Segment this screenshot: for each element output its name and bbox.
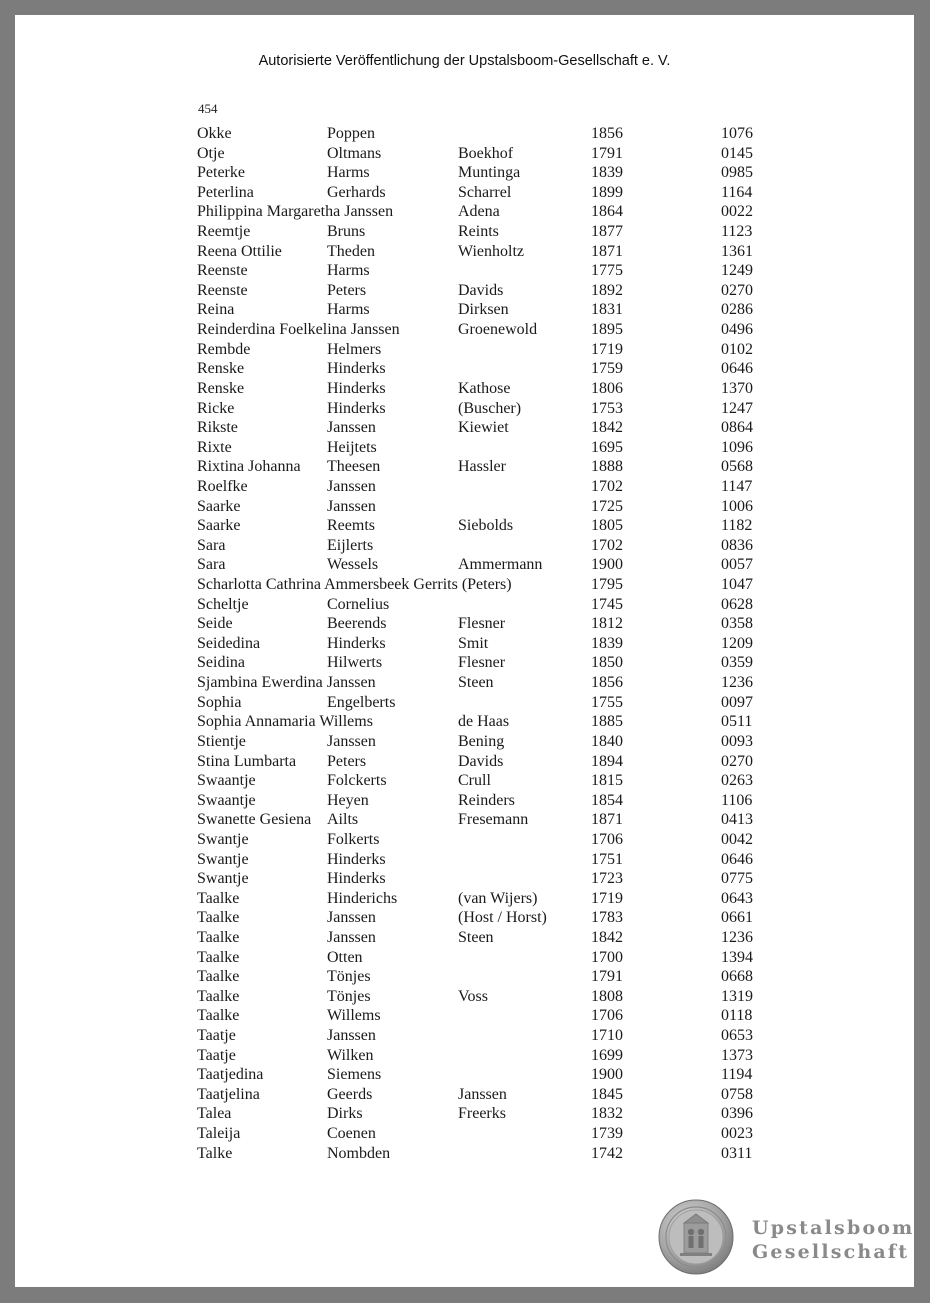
entry-record-number: 0758: [721, 1085, 753, 1103]
brand-line-1: Upstalsboom: [752, 1217, 915, 1239]
entry-first-name: Sophia Annamaria Willems: [197, 713, 373, 731]
entry-year: 1695: [591, 438, 623, 456]
entry-record-number: 1147: [721, 477, 753, 495]
entry-surname: Janssen: [327, 928, 376, 946]
register-row: [15, 693, 914, 713]
entry-year: 1719: [591, 889, 623, 907]
entry-year: 1832: [591, 1105, 623, 1123]
entry-surname: Cornelius: [327, 595, 390, 613]
entry-first-name: Rixte: [197, 438, 232, 456]
entry-surname: Helmers: [327, 340, 382, 358]
entry-surname: Janssen: [327, 1027, 376, 1045]
entry-record-number: 0118: [721, 1007, 753, 1025]
register-row: [15, 850, 914, 870]
page-number: 454: [198, 101, 218, 116]
entry-surname: Heyen: [327, 791, 369, 809]
entry-year: 1842: [591, 419, 623, 437]
register-row: [15, 516, 914, 536]
entry-record-number: 1096: [721, 438, 753, 456]
entry-record-number: 1236: [721, 928, 753, 946]
entry-record-number: 1370: [721, 379, 753, 397]
entry-surname: Dirks: [327, 1105, 363, 1123]
publication-header: Autorisierte Veröffentlichung der Upstalsboom-Gesellschaft e. V.: [258, 53, 671, 69]
entry-married-name: Freerks: [458, 1105, 506, 1123]
entry-first-name: Taalke: [197, 987, 240, 1005]
entry-record-number: 0145: [721, 144, 753, 162]
entry-married-name: Davids: [458, 281, 504, 299]
register-row: [15, 908, 914, 928]
register-row: [15, 359, 914, 379]
entry-year: 1755: [591, 693, 623, 711]
entry-year: 1864: [591, 203, 623, 221]
entry-record-number: 0263: [721, 772, 753, 790]
register-row: [15, 1046, 914, 1066]
entry-married-name: Crull: [458, 772, 491, 790]
register-row: [15, 830, 914, 850]
entry-first-name: Taatje: [197, 1046, 236, 1064]
entry-year: 1775: [591, 262, 623, 280]
entry-record-number: 1373: [721, 1046, 753, 1064]
entry-first-name: Reenste: [197, 281, 248, 299]
entry-record-number: 1394: [721, 948, 753, 966]
name-register-list: [15, 124, 914, 1163]
register-row: [15, 536, 914, 556]
entry-record-number: 1164: [721, 183, 753, 201]
entry-year: 1845: [591, 1085, 623, 1103]
entry-surname: Hinderks: [327, 870, 386, 888]
entry-first-name: Swantje: [197, 830, 249, 848]
register-row: [15, 399, 914, 419]
register-row: [15, 497, 914, 517]
entry-record-number: 0628: [721, 595, 753, 613]
entry-year: 1888: [591, 458, 623, 476]
register-row: [15, 732, 914, 752]
entry-first-name: Swantje: [197, 850, 249, 868]
entry-married-name: Janssen: [458, 1085, 507, 1103]
entry-record-number: 1247: [721, 399, 753, 417]
entry-surname: Tönjes: [327, 968, 371, 986]
entry-married-name: Reinders: [458, 791, 515, 809]
entry-married-name: Ammermann: [458, 556, 543, 574]
entry-record-number: 0643: [721, 889, 753, 907]
entry-record-number: 0270: [721, 281, 753, 299]
entry-year: 1808: [591, 987, 623, 1005]
entry-year: 1900: [591, 556, 623, 574]
entry-first-name: Rikste: [197, 419, 238, 437]
entry-year: 1839: [591, 634, 623, 652]
entry-record-number: 1076: [721, 125, 753, 142]
entry-year: 1892: [591, 281, 623, 299]
entry-record-number: 0022: [721, 203, 753, 221]
entry-year: 1753: [591, 399, 623, 417]
entry-record-number: 1047: [721, 576, 753, 594]
entry-year: 1831: [591, 301, 623, 319]
entry-year: 1850: [591, 654, 623, 672]
entry-first-name: Philippina Margaretha Janssen: [197, 203, 394, 221]
entry-first-name: Renske: [197, 379, 245, 397]
entry-first-name: Seidedina: [197, 634, 261, 652]
entry-surname: Harms: [327, 301, 370, 319]
entry-year: 1895: [591, 321, 623, 339]
entry-first-name: Talea: [197, 1105, 232, 1123]
entry-year: 1699: [591, 1046, 623, 1064]
entry-married-name: Davids: [458, 752, 504, 770]
entry-record-number: 1182: [721, 517, 753, 535]
register-row: [15, 1026, 914, 1046]
entry-married-name: Adena: [458, 203, 500, 221]
entry-married-name: Boekhof: [458, 144, 514, 162]
entry-first-name: Swantje: [197, 870, 249, 888]
register-row: [15, 1085, 914, 1105]
entry-first-name: Ricke: [197, 399, 235, 417]
entry-year: 1805: [591, 517, 623, 535]
entry-first-name: Taalke: [197, 968, 240, 986]
entry-married-name: Fresemann: [458, 811, 529, 829]
entry-year: 1706: [591, 1007, 623, 1025]
register-row: [15, 281, 914, 301]
entry-year: 1719: [591, 340, 623, 358]
entry-record-number: 0097: [721, 693, 753, 711]
entry-record-number: 1319: [721, 987, 753, 1005]
entry-surname: Heijtets: [327, 438, 377, 456]
entry-record-number: 0286: [721, 301, 753, 319]
entry-surname: Theden: [327, 242, 375, 260]
entry-married-name: Voss: [458, 987, 488, 1005]
entry-surname: Reemts: [327, 517, 375, 535]
entry-surname: Siemens: [327, 1066, 382, 1084]
entry-married-name: Dirksen: [458, 301, 509, 319]
entry-record-number: 0653: [721, 1027, 753, 1045]
register-row: [15, 418, 914, 438]
entry-year: 1854: [591, 791, 623, 809]
entry-surname: Janssen: [327, 477, 376, 495]
entry-record-number: 1006: [721, 497, 753, 515]
entry-married-name: Flesner: [458, 615, 506, 633]
entry-record-number: 0358: [721, 615, 753, 633]
entry-record-number: 1194: [721, 1066, 753, 1084]
document-page: [15, 15, 914, 1287]
entry-surname: Hilwerts: [327, 654, 383, 672]
entry-first-name: Taalke: [197, 889, 240, 907]
register-row: [15, 869, 914, 889]
register-row: [15, 457, 914, 477]
register-row: [15, 653, 914, 673]
entry-record-number: 0864: [721, 419, 753, 437]
entry-year: 1759: [591, 360, 623, 378]
register-row: [15, 555, 914, 575]
entry-year: 1700: [591, 948, 623, 966]
entry-first-name: Scharlotta Cathrina Ammersbeek Gerrits (Peters): [197, 576, 512, 594]
entry-married-name: Scharrel: [458, 183, 512, 201]
register-row: [15, 300, 914, 320]
entry-first-name: Peterlina: [197, 183, 254, 201]
entry-surname: Gerhards: [327, 183, 386, 201]
entry-year: 1706: [591, 830, 623, 848]
entry-married-name: Kiewiet: [458, 419, 509, 437]
entry-record-number: 0093: [721, 732, 753, 750]
entry-year: 1783: [591, 909, 623, 927]
entry-year: 1840: [591, 732, 623, 750]
entry-first-name: Swaantje: [197, 772, 256, 790]
entry-year: 1751: [591, 850, 623, 868]
register-row: [15, 1144, 914, 1164]
register-row: [15, 634, 914, 654]
entry-married-name: Siebolds: [458, 517, 514, 535]
register-row: [15, 183, 914, 203]
entry-year: 1710: [591, 1027, 623, 1045]
entry-first-name: Stina Lumbarta: [197, 752, 297, 770]
entry-surname: Peters: [327, 752, 367, 770]
entry-first-name: Rembde: [197, 340, 251, 358]
register-row: [15, 752, 914, 772]
entry-surname: Hinderks: [327, 634, 386, 652]
register-row: [15, 791, 914, 811]
entry-surname: Janssen: [327, 497, 376, 515]
register-row: [15, 1006, 914, 1026]
entry-surname: Engelberts: [327, 693, 396, 711]
entry-first-name: Taalke: [197, 928, 240, 946]
society-brand-logo: [752, 1216, 915, 1264]
entry-year: 1885: [591, 713, 623, 731]
entry-married-name: Flesner: [458, 654, 506, 672]
entry-first-name: Swaantje: [197, 791, 256, 809]
entry-year: 1795: [591, 576, 623, 594]
entry-first-name: Taalke: [197, 1007, 240, 1025]
entry-year: 1815: [591, 772, 623, 790]
entry-married-name: Hassler: [458, 458, 506, 476]
entry-first-name: Peterke: [197, 164, 245, 182]
entry-year: 1806: [591, 379, 623, 397]
entry-surname: Harms: [327, 262, 370, 280]
entry-married-name: (van Wijers): [458, 889, 538, 907]
entry-surname: Coenen: [327, 1125, 376, 1143]
entry-surname: Nombden: [327, 1144, 391, 1162]
register-row: [15, 673, 914, 693]
entry-year: 1745: [591, 595, 623, 613]
entry-year: 1856: [591, 674, 623, 692]
entry-record-number: 1123: [721, 223, 753, 241]
society-seal-icon: [658, 1199, 734, 1275]
entry-surname: Hinderks: [327, 360, 386, 378]
entry-first-name: Sara: [197, 556, 226, 574]
entry-first-name: Seide: [197, 615, 233, 633]
entry-surname: Janssen: [327, 419, 376, 437]
entry-surname: Harms: [327, 164, 370, 182]
register-row: [15, 1065, 914, 1085]
entry-surname: Willems: [327, 1007, 381, 1025]
entry-first-name: Taatjedina: [197, 1066, 264, 1084]
entry-year: 1702: [591, 536, 623, 554]
entry-first-name: Reina: [197, 301, 235, 319]
entry-year: 1871: [591, 811, 623, 829]
entry-record-number: 0270: [721, 752, 753, 770]
register-row: [15, 967, 914, 987]
entry-surname: Hinderks: [327, 379, 386, 397]
entry-first-name: Reemtje: [197, 223, 251, 241]
entry-married-name: Wienholtz: [458, 242, 524, 260]
entry-first-name: Saarke: [197, 517, 241, 535]
entry-married-name: Steen: [458, 674, 494, 692]
entry-year: 1856: [591, 125, 623, 142]
entry-record-number: 0836: [721, 536, 753, 554]
entry-surname: Peters: [327, 281, 367, 299]
register-row: [15, 771, 914, 791]
entry-surname: Folkerts: [327, 830, 380, 848]
entry-record-number: 0775: [721, 870, 753, 888]
entry-record-number: 0661: [721, 909, 753, 927]
entry-year: 1725: [591, 497, 623, 515]
register-row: [15, 242, 914, 262]
register-row: [15, 379, 914, 399]
register-row: [15, 261, 914, 281]
entry-surname: Wessels: [327, 556, 379, 574]
entry-married-name: Reints: [458, 223, 499, 241]
entry-first-name: Otje: [197, 144, 225, 162]
entry-surname: Eijlerts: [327, 536, 374, 554]
entry-record-number: 0511: [721, 713, 753, 731]
entry-first-name: Stientje: [197, 732, 246, 750]
entry-year: 1839: [591, 164, 623, 182]
entry-year: 1702: [591, 477, 623, 495]
entry-year: 1871: [591, 242, 623, 260]
entry-first-name: Talke: [197, 1144, 233, 1162]
register-row: [15, 987, 914, 1007]
register-row: [15, 595, 914, 615]
register-row: [15, 202, 914, 222]
entry-surname: Poppen: [327, 125, 375, 142]
entry-year: 1900: [591, 1066, 623, 1084]
entry-surname: Oltmans: [327, 144, 382, 162]
register-row: [15, 340, 914, 360]
entry-first-name: Taatje: [197, 1027, 236, 1045]
entry-surname: Hinderks: [327, 850, 386, 868]
register-row: [15, 438, 914, 458]
entry-surname: Hinderks: [327, 399, 386, 417]
entry-first-name: Reena Ottilie: [197, 242, 282, 260]
entry-surname: Tönjes: [327, 987, 371, 1005]
register-row: [15, 928, 914, 948]
register-row: [15, 889, 914, 909]
entry-first-name: Scheltje: [197, 595, 249, 613]
entry-record-number: 1106: [721, 791, 753, 809]
entry-year: 1812: [591, 615, 623, 633]
entry-year: 1723: [591, 870, 623, 888]
entry-year: 1842: [591, 928, 623, 946]
entry-surname: Beerends: [327, 615, 387, 633]
entry-first-name: Rixtina Johanna: [197, 458, 301, 476]
entry-record-number: 0396: [721, 1105, 753, 1123]
entry-surname: Theesen: [327, 458, 381, 476]
entry-record-number: 0646: [721, 850, 753, 868]
entry-married-name: Bening: [458, 732, 505, 750]
entry-first-name: Taleija: [197, 1125, 241, 1143]
entry-first-name: Okke: [197, 125, 232, 142]
entry-record-number: 1361: [721, 242, 753, 260]
entry-surname: Wilken: [327, 1046, 374, 1064]
entry-married-name: Kathose: [458, 379, 511, 397]
register-row: [15, 712, 914, 732]
entry-first-name: Roelfke: [197, 477, 248, 495]
entry-year: 1899: [591, 183, 623, 201]
register-row: [15, 948, 914, 968]
entry-record-number: 1209: [721, 634, 753, 652]
entry-year: 1742: [591, 1144, 623, 1162]
entry-record-number: 0057: [721, 556, 753, 574]
register-row: [15, 222, 914, 242]
register-row: [15, 320, 914, 340]
entry-surname: Folckerts: [327, 772, 387, 790]
register-row: [15, 477, 914, 497]
entry-record-number: 0311: [721, 1144, 753, 1162]
entry-record-number: 0413: [721, 811, 753, 829]
entry-first-name: Sjambina Ewerdina Janssen: [197, 674, 376, 692]
entry-first-name: Reenste: [197, 262, 248, 280]
entry-surname: Janssen: [327, 909, 376, 927]
entry-first-name: Swanette Gesiena: [197, 811, 312, 829]
register-row: [15, 163, 914, 183]
entry-married-name: Steen: [458, 928, 494, 946]
entry-surname: Hinderichs: [327, 889, 398, 907]
entry-married-name: Smit: [458, 634, 489, 652]
brand-line-2: Gesellschaft: [752, 1241, 910, 1263]
entry-year: 1877: [591, 223, 623, 241]
entry-surname: Ailts: [327, 811, 359, 829]
entry-first-name: Seidina: [197, 654, 245, 672]
entry-record-number: 0102: [721, 340, 753, 358]
entry-first-name: Sophia: [197, 693, 242, 711]
entry-year: 1739: [591, 1125, 623, 1143]
entry-married-name: (Host / Horst): [458, 909, 547, 927]
entry-record-number: 0568: [721, 458, 753, 476]
entry-record-number: 0023: [721, 1125, 753, 1143]
entry-first-name: Sara: [197, 536, 226, 554]
register-row: [15, 1124, 914, 1144]
entry-first-name: Taalke: [197, 948, 240, 966]
entry-first-name: Taatjelina: [197, 1085, 260, 1103]
entry-record-number: 0985: [721, 164, 753, 182]
entry-record-number: 0359: [721, 654, 753, 672]
entry-record-number: 0496: [721, 321, 753, 339]
entry-surname: Janssen: [327, 732, 376, 750]
entry-surname: Otten: [327, 948, 363, 966]
entry-married-name: (Buscher): [458, 399, 522, 417]
entry-first-name: Saarke: [197, 497, 241, 515]
entry-record-number: 0668: [721, 968, 753, 986]
entry-record-number: 1249: [721, 262, 753, 280]
entry-year: 1894: [591, 752, 623, 770]
entry-married-name: Muntinga: [458, 164, 521, 182]
entry-record-number: 0042: [721, 830, 753, 848]
register-row: [15, 124, 914, 144]
entry-year: 1791: [591, 144, 623, 162]
entry-married-name: de Haas: [458, 713, 510, 731]
entry-first-name: Renske: [197, 360, 245, 378]
entry-record-number: 1236: [721, 674, 753, 692]
register-row: [15, 575, 914, 595]
register-row: [15, 1104, 914, 1124]
register-row: [15, 810, 914, 830]
entry-first-name: Taalke: [197, 909, 240, 927]
entry-surname: Geerds: [327, 1085, 373, 1103]
register-row: [15, 144, 914, 164]
entry-first-name: Reinderdina Foelkelina Janssen: [197, 321, 400, 339]
entry-record-number: 0646: [721, 360, 753, 378]
entry-married-name: Groenewold: [458, 321, 538, 339]
entry-year: 1791: [591, 968, 623, 986]
register-row: [15, 614, 914, 634]
entry-surname: Bruns: [327, 223, 366, 241]
